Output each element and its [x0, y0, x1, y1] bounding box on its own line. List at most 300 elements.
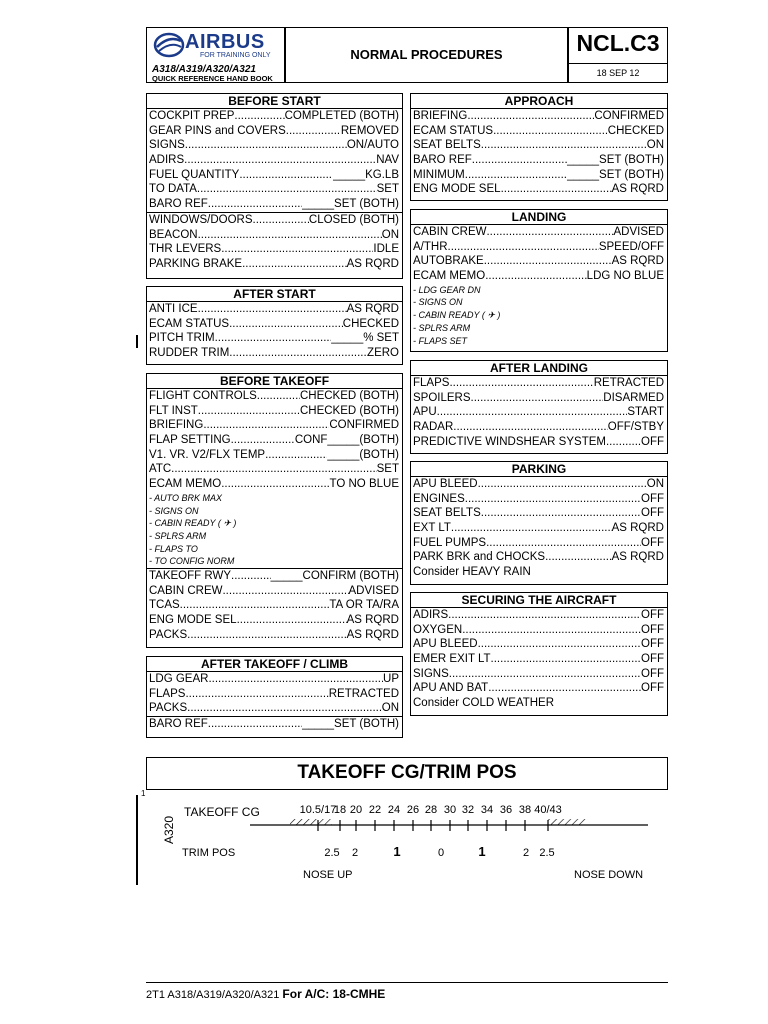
item-value: AS RQRD: [611, 522, 664, 535]
item-label: CABIN CREW: [149, 584, 223, 597]
leader-dots: [545, 550, 612, 565]
item-label: WINDOWS/DOORS: [149, 213, 253, 226]
leader-dots: [215, 331, 332, 346]
item-label: BARO REF: [149, 198, 208, 211]
item-value: OFF: [641, 667, 664, 680]
leader-dots: [453, 420, 608, 435]
checklist-row: [147, 701, 402, 716]
item-value: ZERO: [367, 347, 399, 360]
handbook-name: QUICK REFERENCE HAND BOOK: [152, 74, 273, 83]
item-label: OXYGEN: [413, 623, 463, 636]
leader-dots: [493, 124, 608, 139]
item-label: RADAR: [413, 421, 454, 434]
note-row: Consider HEAVY RAIN: [413, 566, 531, 579]
logo-subtitle: FOR TRAINING ONLY: [200, 52, 271, 59]
item-label: SPOILERS: [413, 391, 471, 404]
checklist-row: [147, 584, 402, 599]
item-value: OFF/STBY: [607, 421, 664, 434]
checklist-row: [147, 448, 402, 463]
item-value: UP: [383, 673, 399, 685]
leader-dots: [234, 109, 284, 124]
leader-dots: [448, 608, 641, 623]
checklist-row: [147, 613, 402, 628]
item-value: AS RQRD: [611, 183, 664, 196]
item-value: DISARMED: [603, 391, 664, 404]
checklist-row: [411, 492, 667, 507]
item-value: _____% SET: [331, 332, 399, 345]
after-landing-section: [410, 360, 668, 454]
leader-dots: [462, 623, 641, 638]
item-value: _____SET (BOTH): [567, 154, 664, 167]
landing-section: [410, 209, 668, 352]
checklist-row: [147, 168, 402, 183]
item-value: CLOSED (BOTH): [308, 213, 399, 226]
item-value: _____SET (BOTH): [302, 718, 399, 731]
item-value: CHECKED (BOTH): [299, 390, 399, 402]
item-value: OFF: [641, 609, 664, 621]
checklist-row: [147, 257, 402, 272]
leader-dots: [451, 521, 612, 536]
item-value: IDLE: [373, 243, 399, 256]
trim-value-label: 1: [478, 844, 486, 859]
leader-dots: [606, 435, 641, 450]
leader-dots: [465, 492, 641, 507]
item-label: PITCH TRIM: [149, 332, 215, 345]
item-label: BRIEFING: [413, 110, 468, 122]
checklist-row: [411, 637, 667, 652]
item-label: TAKEOFF RWY: [149, 569, 231, 582]
leader-dots: [484, 254, 612, 269]
memo-item: - TO CONFIG NORM: [149, 556, 235, 567]
leader-dots: [222, 584, 348, 599]
item-label: BRIEFING: [149, 419, 204, 432]
checklist-row: [147, 302, 402, 317]
item-value: ADVISED: [348, 584, 399, 597]
memo-item: - SIGNS ON: [149, 505, 199, 516]
item-label: SEAT BELTS: [413, 139, 481, 152]
leader-dots: [208, 672, 383, 687]
item-label: APU AND BAT: [413, 682, 489, 695]
item-label: TCAS: [149, 599, 180, 612]
item-label: ECAM MEMO: [413, 270, 486, 283]
item-label: LDG GEAR: [149, 673, 209, 685]
leader-dots: [208, 717, 302, 732]
item-label: FUEL QUANTITY: [149, 168, 240, 181]
item-value: _____KG.LB: [333, 168, 399, 181]
item-value: START: [627, 406, 664, 419]
checklist-row: [147, 153, 402, 168]
checklist-row: [411, 254, 667, 269]
leader-dots: [501, 182, 612, 197]
checklist-row: [147, 109, 402, 124]
checklist-row: [411, 477, 667, 492]
item-value: TO NO BLUE: [329, 478, 399, 491]
trim-chart: [160, 798, 660, 888]
approach-section: [410, 93, 668, 201]
trim-value-label: 0: [437, 847, 445, 859]
memo-item: - SPLRS ARM: [413, 322, 471, 333]
memo-item: - FLAPS SET: [413, 335, 468, 346]
item-value: CHECKED: [607, 124, 664, 137]
footer-rule: [146, 982, 668, 983]
item-value: TA OR TA/RA: [329, 599, 399, 612]
section-title: AFTER START: [147, 287, 402, 302]
item-value: LDG NO BLUE: [586, 270, 664, 283]
leader-dots: [187, 628, 346, 643]
hatched-limit-aft: [548, 819, 586, 825]
cg-value-label: 22: [368, 804, 382, 816]
checklist-row: [411, 405, 667, 420]
leader-dots: [478, 637, 641, 652]
checklist-row: [147, 389, 402, 404]
section-title: APPROACH: [411, 94, 667, 109]
checklist-row: [411, 153, 667, 168]
page-title: NORMAL PROCEDURES: [350, 47, 503, 62]
item-value: _____(BOTH): [327, 448, 399, 461]
trim-value-label: 1: [393, 844, 401, 859]
leader-dots: [471, 391, 604, 406]
item-value: OFF: [641, 536, 664, 549]
nose-up-label: NOSE UP: [303, 869, 353, 881]
checklist-row: [147, 331, 402, 346]
checklist-row: [411, 240, 667, 255]
footer-aircraft: For A/C: 18-CMHE: [282, 987, 386, 1001]
item-label: ENG MODE SEL: [149, 614, 237, 626]
leader-dots: [449, 667, 641, 682]
cg-value-label: 10.5/17: [299, 804, 337, 816]
leader-dots: [180, 598, 330, 613]
memo-item: - SIGNS ON: [413, 297, 463, 308]
leader-dots: [253, 213, 309, 228]
leader-dots: [171, 462, 376, 477]
section-title: SECURING THE AIRCRAFT: [411, 593, 667, 608]
aircraft-models: A318/A319/A320/A321: [152, 64, 256, 75]
cg-value-label: 36: [499, 804, 513, 816]
item-label: EXT LT: [413, 522, 451, 535]
item-value: ON: [646, 478, 664, 490]
item-label: FLAPS: [413, 377, 450, 389]
cg-value-label: 24: [387, 804, 401, 816]
checklist-row: [147, 568, 402, 584]
item-label: ECAM MEMO: [149, 478, 222, 491]
trim-pos-label: TRIM POS: [182, 847, 236, 859]
cg-value-label: 28: [424, 804, 438, 816]
leader-dots: [481, 506, 641, 521]
section-title: BEFORE START: [147, 94, 402, 109]
leader-dots: [221, 242, 373, 257]
checklist-row: [411, 521, 667, 536]
item-label: MINIMUM: [413, 168, 465, 181]
takeoff-cg-title: TAKEOFF CG/TRIM POS: [297, 762, 517, 783]
item-label: TO DATA: [149, 183, 197, 196]
takeoff-cg-label: TAKEOFF CG: [184, 805, 260, 819]
item-value: ON: [381, 702, 399, 715]
leader-dots: [203, 418, 329, 433]
checklist-row: [411, 269, 667, 284]
item-value: AS RQRD: [346, 257, 399, 270]
leader-dots: [448, 240, 599, 255]
item-value: OFF: [641, 623, 664, 636]
airbus-logo-icon: [153, 31, 185, 59]
leader-dots: [185, 687, 328, 702]
item-label: THR LEVERS: [149, 243, 222, 256]
parking-section: [410, 461, 668, 585]
footer-ref: 2T1 A318/A319/A320/A321: [146, 989, 280, 1001]
item-value: AS RQRD: [346, 303, 399, 315]
item-label: ANTI ICE: [149, 303, 198, 315]
after-start-section: [146, 286, 403, 365]
nose-down-label: NOSE DOWN: [574, 869, 644, 881]
item-label: FLIGHT CONTROLS: [149, 390, 257, 402]
item-label: FLT INST: [149, 404, 198, 417]
memo-item: - SPLRS ARM: [149, 530, 207, 541]
item-label: APU BLEED: [413, 638, 478, 651]
checklist-row: [147, 716, 402, 732]
securing-section: [410, 592, 668, 716]
item-label: ADIRS: [149, 154, 185, 167]
item-label: ENG MODE SEL: [413, 183, 501, 196]
item-label: PACKS: [149, 628, 188, 641]
memo-item: - FLAPS TO: [149, 543, 198, 554]
checklist-row: [147, 197, 402, 212]
aircraft-label: A320: [162, 815, 176, 844]
leader-dots: [437, 405, 628, 420]
checklist-row: [147, 404, 402, 419]
item-value: OFF: [641, 638, 664, 651]
checklist-row: [147, 346, 402, 361]
item-label: RUDDER TRIM: [149, 347, 230, 360]
checklist-row: [147, 477, 402, 492]
leader-dots: [229, 346, 367, 361]
leader-dots: [485, 269, 586, 284]
leader-dots: [187, 701, 382, 716]
item-label: AUTOBRAKE: [413, 255, 484, 268]
memo-item: - CABIN READY ( ✈ ): [413, 310, 501, 321]
checklist-row: [411, 182, 667, 197]
item-value: REMOVED: [340, 124, 399, 137]
item-value: SET: [376, 183, 399, 196]
trim-value-label: 2: [522, 847, 530, 859]
trim-value-label: 2: [351, 847, 359, 859]
item-label: PREDICTIVE WINDSHEAR SYSTEM: [413, 435, 606, 448]
item-value: _____SET (BOTH): [567, 168, 664, 181]
item-label: ECAM STATUS: [413, 124, 494, 137]
item-label: ATC: [149, 463, 172, 476]
leader-dots: [265, 448, 327, 463]
section-title: PARKING: [411, 462, 667, 477]
leader-dots: [286, 124, 341, 139]
leader-dots: [229, 317, 343, 332]
checklist-row: [411, 138, 667, 153]
leader-dots: [198, 404, 300, 419]
item-label: APU BLEED: [413, 478, 478, 490]
checklist-row: [411, 435, 667, 450]
checklist-row: [411, 109, 667, 124]
item-label: FUEL PUMPS: [413, 536, 487, 549]
leader-dots: [239, 168, 333, 183]
leader-dots: [198, 228, 382, 243]
checklist-row: [147, 242, 402, 257]
page-code: NCL.C3: [576, 30, 660, 56]
checklist-row: [411, 681, 667, 696]
item-value: AS RQRD: [611, 551, 664, 564]
checklist-row: [411, 376, 667, 391]
after-takeoff-section: [146, 656, 403, 738]
leader-dots: [486, 536, 641, 551]
leader-dots: [486, 225, 613, 240]
item-label: PARK BRK and CHOCKS: [413, 551, 546, 564]
leader-dots: [184, 153, 376, 168]
item-value: CHECKED (BOTH): [299, 404, 399, 417]
leader-dots: [198, 302, 347, 317]
trim-value-label: 2.5: [324, 847, 340, 859]
cg-value-label: 26: [406, 804, 420, 816]
checklist-row: [411, 550, 667, 565]
item-value: OFF: [641, 653, 664, 666]
memo-item: - LDG GEAR DN: [413, 284, 481, 295]
checklist-row: [411, 506, 667, 521]
memo-item: - CABIN READY ( ✈ ): [149, 518, 237, 529]
item-value: CONFIRMED: [329, 419, 399, 432]
item-value: AS RQRD: [346, 614, 399, 626]
item-value: CONF_____(BOTH): [294, 434, 399, 447]
checklist-row: [411, 391, 667, 406]
hatched-limit-fwd: [290, 819, 332, 825]
checklist-row: [411, 536, 667, 551]
cg-value-label: 32: [461, 804, 475, 816]
item-value: OFF: [641, 492, 664, 505]
item-label: ADIRS: [413, 609, 449, 621]
item-value: CHECKED: [342, 317, 399, 330]
checklist-row: [147, 433, 402, 448]
checklist-row: [411, 667, 667, 682]
leader-dots: [491, 652, 641, 667]
item-label: PARKING BRAKE: [149, 257, 243, 270]
leader-dots: [478, 477, 647, 492]
checklist-row: [411, 420, 667, 435]
leader-dots: [481, 138, 647, 153]
note-row: Consider COLD WEATHER: [413, 697, 555, 710]
item-value: RETRACTED: [593, 377, 664, 389]
checklist-row: [147, 628, 402, 643]
item-label: CABIN CREW: [413, 226, 487, 238]
before-takeoff-section: [146, 373, 403, 648]
checklist-row: [411, 652, 667, 667]
leader-dots: [449, 376, 593, 391]
leader-dots: [208, 197, 302, 212]
item-value: ON: [646, 139, 664, 152]
item-value: ADVISED: [613, 226, 664, 238]
item-label: BARO REF: [413, 154, 472, 167]
checklist-row: [411, 168, 667, 183]
leader-dots: [465, 168, 567, 183]
revision-mark: 1: [141, 789, 146, 798]
section-title: LANDING: [411, 210, 667, 225]
item-label: SEAT BELTS: [413, 507, 481, 520]
revision-bar: [136, 795, 138, 885]
leader-dots: [221, 477, 329, 492]
leader-dots: [231, 433, 295, 448]
item-value: CONFIRMED: [594, 110, 664, 122]
item-label: BEACON: [149, 228, 198, 241]
item-value: OFF: [641, 435, 664, 448]
leader-dots: [231, 569, 271, 584]
item-label: EMER EXIT LT: [413, 653, 491, 666]
leader-dots: [197, 182, 377, 197]
item-label: ECAM STATUS: [149, 317, 230, 330]
checklist-row: [411, 124, 667, 139]
item-label: FLAP SETTING: [149, 434, 231, 447]
cg-value-label: 30: [443, 804, 457, 816]
item-label: APU: [413, 406, 437, 419]
checklist-row: [147, 182, 402, 197]
item-value: OFF: [641, 507, 664, 520]
item-label: SIGNS: [413, 667, 449, 680]
leader-dots: [237, 613, 347, 628]
cg-value-label: 18: [333, 804, 347, 816]
cg-value-label: 34: [480, 804, 494, 816]
checklist-row: [147, 228, 402, 243]
item-value: SPEED/OFF: [598, 240, 664, 253]
checklist-row: [147, 212, 402, 228]
checklist-row: [147, 124, 402, 139]
logo-word: AIRBUS: [185, 31, 265, 53]
item-value: AS RQRD: [611, 255, 664, 268]
leader-dots: [488, 681, 641, 696]
checklist-row: [411, 608, 667, 623]
item-label: V1. VR. V2/FLX TEMP: [149, 448, 266, 461]
checklist-row: [147, 672, 402, 687]
leader-dots: [467, 109, 594, 124]
leader-dots: [185, 138, 347, 153]
item-label: FLAPS: [149, 687, 186, 700]
item-value: ON: [381, 228, 399, 241]
checklist-row: [147, 598, 402, 613]
leader-dots: [472, 153, 567, 168]
revision-date: 18 SEP 12: [596, 68, 640, 78]
item-value: ON/AUTO: [346, 139, 399, 152]
checklist-row: [411, 623, 667, 638]
item-value: AS RQRD: [346, 628, 399, 641]
leader-dots: [242, 257, 347, 272]
cg-value-label: 20: [349, 804, 363, 816]
cg-value-label: 40/43: [534, 804, 562, 816]
section-title: AFTER TAKEOFF / CLIMB: [147, 657, 402, 672]
item-label: COCKPIT PREP: [149, 110, 235, 122]
section-title: AFTER LANDING: [411, 361, 667, 376]
checklist-row: [147, 138, 402, 153]
item-label: SIGNS: [149, 139, 185, 152]
checklist-row: [147, 418, 402, 433]
item-label: BARO REF: [149, 718, 208, 731]
item-value: _____SET (BOTH): [302, 198, 399, 211]
trim-value-label: 2.5: [539, 847, 555, 859]
footer: [146, 987, 385, 1001]
before-start-section: [146, 93, 403, 279]
memo-item: - AUTO BRK MAX: [149, 492, 223, 503]
checklist-row: [147, 687, 402, 702]
checklist-row: [147, 317, 402, 332]
cg-value-label: 38: [518, 804, 532, 816]
item-label: GEAR PINS and COVERS: [149, 124, 286, 137]
leader-dots: [257, 389, 300, 404]
item-value: RETRACTED: [328, 687, 399, 700]
item-value: COMPLETED (BOTH): [284, 110, 399, 122]
item-value: SET: [376, 463, 399, 476]
revision-bar: [136, 335, 138, 348]
item-label: ENGINES: [413, 492, 465, 505]
section-title: BEFORE TAKEOFF: [147, 374, 402, 389]
